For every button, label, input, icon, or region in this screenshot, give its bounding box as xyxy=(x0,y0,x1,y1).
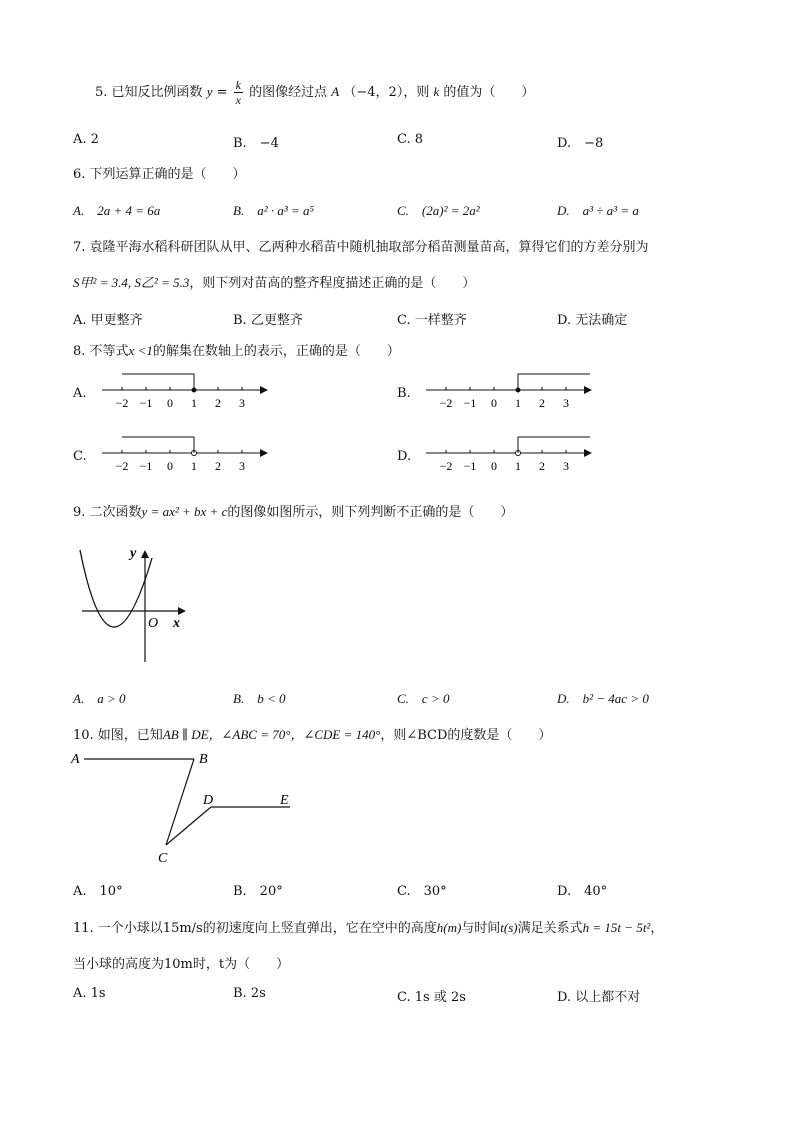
tick-label: 0 xyxy=(491,396,497,410)
q11-text-b: 与时间 xyxy=(461,921,501,936)
q7-option-d[interactable]: D. 无法确定 xyxy=(557,313,628,328)
q11-stem-line1 xyxy=(73,917,663,936)
tick-label: 3 xyxy=(239,459,245,473)
q8-label-d[interactable]: D. xyxy=(397,449,412,464)
q10-text-a: 10. 如图，已知 xyxy=(73,728,163,743)
q10-option-a[interactable]: A. 10° xyxy=(73,884,123,899)
q11-option-b[interactable]: B. 2s xyxy=(233,986,266,1001)
q10-stem xyxy=(73,724,551,743)
q8-numberline-b xyxy=(424,370,594,415)
tick-label: −2 xyxy=(439,396,453,410)
q5-point: A xyxy=(331,84,340,99)
q11-h: h(m) xyxy=(436,920,462,935)
q7-stem-line1: 7. 袁隆平海水稻科研团队从甲、乙两种水稻苗中随机抽取部分稻苗测量苗高，算得它们的方差分别为 xyxy=(73,240,649,255)
tick-label: 0 xyxy=(167,459,173,473)
q6-option-b[interactable]: B. a² · a³ = a⁵ xyxy=(233,203,315,218)
q5-stem xyxy=(95,78,534,107)
q9-y-label: y xyxy=(130,546,137,561)
tick-label: 1 xyxy=(515,396,521,410)
tick-label: 3 xyxy=(563,459,569,473)
q10-label-c: C xyxy=(158,851,168,866)
q9-origin-label: O xyxy=(148,616,159,631)
tick-label: 0 xyxy=(491,459,497,473)
q5-eq: = xyxy=(216,85,228,100)
q6-option-d[interactable]: D. a³ ÷ a³ = a xyxy=(557,203,639,218)
q7-option-a[interactable]: A. 甲更整齐 xyxy=(73,313,143,328)
q5-fraction xyxy=(234,78,243,107)
q8-inequality: x <1 xyxy=(128,343,153,358)
tick-label: 2 xyxy=(539,396,545,410)
q9-x-label: x xyxy=(173,616,180,631)
q7-variance: S甲² = 3.4, S乙² = 5.3 xyxy=(73,275,190,290)
q9-option-b[interactable]: B. b < 0 xyxy=(233,691,286,706)
q8-text-b: 的解集在数轴上的表示，正确的是（ ） xyxy=(152,344,400,359)
q10-label-b: B xyxy=(199,752,208,767)
q10-label-a: A xyxy=(71,752,80,767)
q11-option-c[interactable]: C. 1s 或 2s xyxy=(397,990,466,1005)
q7-stem-line2 xyxy=(73,272,475,291)
q11-formula: h = 15t − 5t² xyxy=(582,920,651,935)
q7-option-b[interactable]: B. 乙更整齐 xyxy=(233,313,303,328)
q11-option-a[interactable]: A. 1s xyxy=(73,986,106,1001)
tick-label: 3 xyxy=(563,396,569,410)
q6-option-a[interactable]: A. 2a + 4 = 6a xyxy=(73,203,161,218)
q9-stem xyxy=(73,501,513,520)
q5-option-d[interactable]: D. −8 xyxy=(557,136,604,151)
q10-label-d: D xyxy=(203,793,214,808)
q7-line2-tail: ，则下列对苗高的整齐程度描述正确的是（ ） xyxy=(189,276,476,291)
q10-label-e: E xyxy=(280,793,289,808)
q10-figure xyxy=(68,745,308,875)
q11-stem-line2: 当小球的高度为10m时，t为（ ） xyxy=(73,957,290,972)
q5-option-c[interactable]: C. 8 xyxy=(397,132,424,147)
q10-option-b[interactable]: B. 20° xyxy=(233,884,283,899)
q9-x-arrow xyxy=(178,607,186,615)
q9-function: y = ax² + bx + c xyxy=(141,504,228,519)
tick-label: 2 xyxy=(539,459,545,473)
tick-label: 3 xyxy=(239,396,245,410)
tick-label: 0 xyxy=(167,396,173,410)
q5-option-a[interactable]: A. 2 xyxy=(73,132,99,147)
q9-text-b: 的图像如图所示，则下列判断不正确的是（ ） xyxy=(227,505,514,520)
q9-y-arrow xyxy=(141,550,149,558)
q8-label-b[interactable]: B. xyxy=(397,386,411,401)
q8-label-c[interactable]: C. xyxy=(73,449,87,464)
q5-text-c: 的值为（ ） xyxy=(443,85,535,100)
tick-label: 1 xyxy=(191,396,197,410)
q10-condition: AB ∥ DE，∠ABC = 70°，∠CDE = 140° xyxy=(162,727,381,742)
q5-frac-num: k xyxy=(235,78,241,92)
tick-label: 1 xyxy=(191,459,197,473)
q8-numberline-d xyxy=(424,433,594,478)
q10-text-b: ，则∠BCD的度数是（ ） xyxy=(380,728,552,743)
q10-option-c[interactable]: C. 30° xyxy=(397,884,447,899)
q9-text-a: 9. 二次函数 xyxy=(73,505,142,520)
q9-parabola-graph xyxy=(70,540,200,670)
q10-option-d[interactable]: D. 40° xyxy=(557,884,608,899)
q5-k: k xyxy=(433,84,440,99)
q9-option-d[interactable]: D. b² − 4ac > 0 xyxy=(557,691,649,706)
tick-label: 2 xyxy=(215,396,221,410)
q5-number: 5. xyxy=(95,85,108,100)
q9-option-c[interactable]: C. c > 0 xyxy=(397,691,450,706)
tick-label: −2 xyxy=(115,459,129,473)
q9-parabola-curve xyxy=(80,550,152,627)
q5-frac-den: x xyxy=(235,93,241,107)
q11-text-c: 满足关系式 xyxy=(517,921,583,936)
tick-label: −1 xyxy=(463,459,477,473)
tick-label: −2 xyxy=(439,459,453,473)
q5-y: y xyxy=(206,84,213,99)
q8-numberline-c xyxy=(100,433,270,478)
q5-text-a: 已知反比例函数 xyxy=(111,85,203,100)
q6-stem: 6. 下列运算正确的是（ ） xyxy=(73,167,246,182)
tick-label: −1 xyxy=(139,396,153,410)
tick-label: 2 xyxy=(215,459,221,473)
q11-text-d: ， xyxy=(650,921,664,936)
q11-t: t(s) xyxy=(500,920,518,935)
q5-option-b[interactable]: B. −4 xyxy=(233,136,279,151)
q8-label-a[interactable]: A. xyxy=(73,386,87,401)
q10-segment-bc xyxy=(166,759,194,845)
tick-label: −1 xyxy=(139,459,153,473)
q7-option-c[interactable]: C. 一样整齐 xyxy=(397,313,467,328)
tick-label: 1 xyxy=(515,459,521,473)
q5-text-b: 的图像经过点 xyxy=(249,85,328,100)
q9-option-a[interactable]: A. a > 0 xyxy=(73,691,126,706)
q8-stem xyxy=(73,340,400,359)
q6-option-c[interactable]: C. (2a)² = 2a² xyxy=(397,203,480,218)
q8-text-a: 8. 不等式 xyxy=(73,344,129,359)
q8-numberline-a xyxy=(100,370,270,415)
q5-coords: （−4，2），则 xyxy=(343,85,430,100)
q11-text-a: 11. 一个小球以15m/s的初速度向上竖直弹出，它在空中的高度 xyxy=(73,921,437,936)
tick-label: −1 xyxy=(463,396,477,410)
tick-label: −2 xyxy=(115,396,129,410)
q11-option-d[interactable]: D. 以上都不对 xyxy=(557,990,641,1005)
